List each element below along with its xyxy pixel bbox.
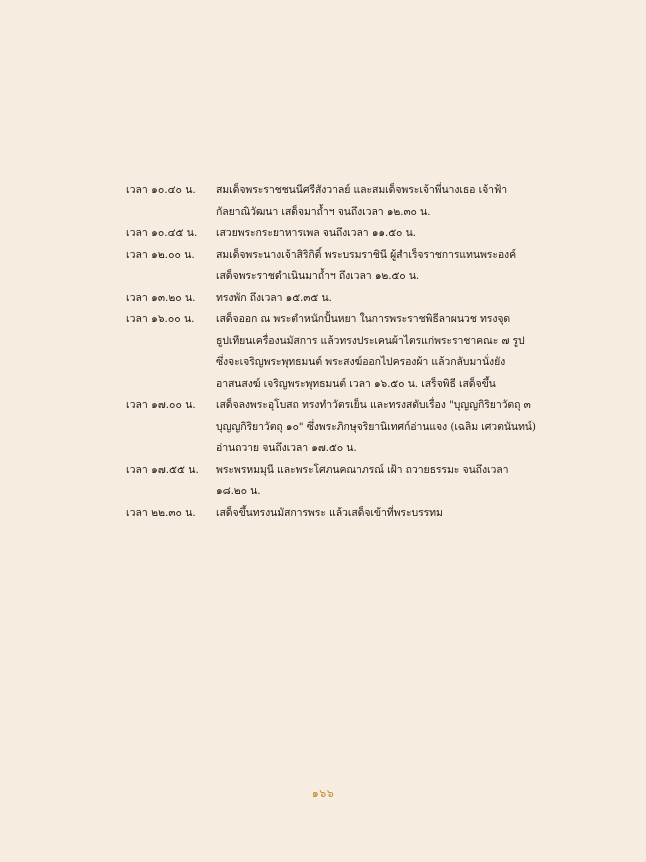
entry-time: เวลา ๑๐.๔๕ น. (126, 227, 198, 239)
entry-line: พระพรหมมุนี และพระโศภนคณาภรณ์ เฝ้า ถวายธรรมะ จนถึงเวลา (216, 463, 509, 476)
entry-description (216, 460, 526, 503)
entry-description (216, 223, 526, 245)
entry-line: ๑๘.๒๐ น. (216, 485, 261, 497)
entry-line: ทรงพัก ถึงเวลา ๑๕.๓๕ น. (216, 291, 332, 304)
entry-time: เวลา ๑๗.๐๐ น. (126, 399, 196, 411)
schedule-entry (126, 503, 526, 525)
entry-line: สมเด็จพระนางเจ้าสิริกิติ์ พระบรมราชินี ผู้สำเร็จราชการแทนพระองค์ (216, 248, 517, 261)
entry-time: เวลา ๒๒.๓๐ น. (126, 506, 196, 519)
entry-description (216, 180, 526, 223)
entry-time: เวลา ๑๒.๐๐ น. (126, 248, 195, 261)
entry-description (216, 288, 526, 310)
schedule-entry (126, 223, 526, 245)
schedule-entry (126, 180, 526, 223)
page-number: ๑๖๖ (311, 787, 335, 800)
entry-time: เวลา ๑๓.๒๐ น. (126, 291, 196, 304)
schedule-list (126, 180, 536, 524)
entry-line: อาสนสงฆ์ เจริญพระพุทธมนต์ เวลา ๑๖.๕๐ น. เสร็จพิธี เสด็จขึ้น (216, 377, 496, 390)
entry-description (216, 503, 526, 525)
schedule-entry (126, 245, 526, 288)
entry-line: ธูปเทียนเครื่องนมัสการ แล้วทรงประเคนผ้าไตรแก่พระราชาคณะ ๗ รูป (216, 334, 525, 347)
schedule-entry (126, 460, 526, 503)
schedule-entry (126, 395, 536, 460)
entry-line: เสด็จขึ้นทรงนมัสการพระ แล้วเสด็จเข้าที่พระบรรทม (216, 506, 443, 519)
entry-time: เวลา ๑๐.๔๐ น. (126, 184, 196, 196)
entry-time: เวลา ๑๗.๕๕ น. (126, 463, 199, 476)
entry-line: เสด็จออก ณ พระตำหนักปั้นหยา ในการพระราชพิธีลาผนวช ทรงจุด (216, 313, 511, 325)
entry-line: บุญญกิริยาวัตถุ ๑๐" ซึ่งพระภิกษุจริยานิเทศก์อ่านแจง (เฉลิม เศวตนันทน์) (216, 420, 536, 433)
entry-line: กัลยาณิวัฒนา เสด็จมาถ้ำฯ จนถึงเวลา ๑๒.๓๐ น. (216, 205, 431, 218)
entry-time: เวลา ๑๖.๐๐ น. (126, 313, 195, 325)
schedule-entry (126, 288, 526, 310)
entry-line: เสวยพระกระยาหารเพล จนถึงเวลา ๑๑.๕๐ น. (216, 227, 416, 239)
schedule-entry (126, 309, 526, 395)
entry-description (216, 309, 526, 395)
entry-line: ซึ่งจะเจริญพระพุทธมนต์ พระสงฆ์ออกไปครองผ้า แล้วกลับมานั่งยัง (216, 356, 506, 368)
entry-line: อ่านถวาย จนถึงเวลา ๑๗.๕๐ น. (216, 442, 357, 454)
entry-description (216, 245, 526, 288)
entry-line: เสด็จลงพระอุโบสถ ทรงทำวัตรเย็น และทรงสดับเรื่อง "บุญญกิริยาวัตถุ ๓ (216, 399, 531, 411)
entry-line: สมเด็จพระราชชนนีศรีสังวาลย์ และสมเด็จพระเจ้าพี่นางเธอ เจ้าฟ้า (216, 184, 508, 196)
entry-description (216, 395, 536, 460)
entry-line: เสด็จพระราชดำเนินมาถ้ำฯ ถึงเวลา ๑๒.๕๐ น. (216, 270, 420, 282)
